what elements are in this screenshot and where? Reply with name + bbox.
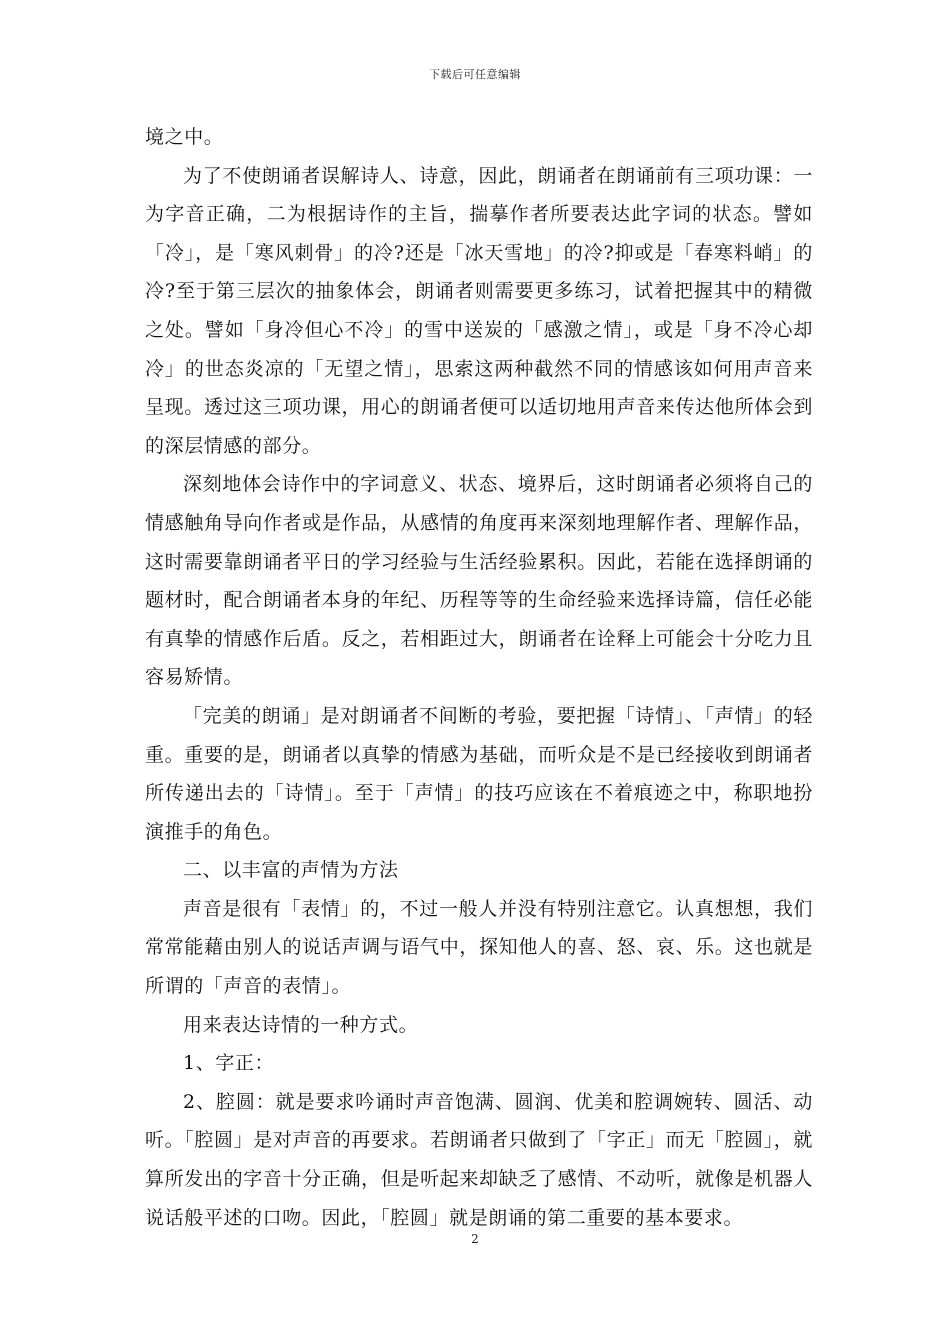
- paragraph-2: 为了不使朗诵者误解诗人、诗意，因此，朗诵者在朗诵前有三项功课：一为字音正确，二为根据诗作的主旨，揣摹作者所要表达此字词的状态。譬如「冷」，是「寒风刺骨」的冷?还是「冰天雪地」的冷?抑或是「春寒料峭」的冷?至于第三层次的抽象体会，朗诵者则需要更多练习，试着把握其中的精微之处。譬如「身冷但心不冷」的雪中送炭的「感激之情」，或是「身不冷心却冷」的世态炎凉的「无望之情」，思索这两种截然不同的情感该如何用声音来呈现。透过这三项功课，用心的朗诵者便可以适切地用声音来传达他所体会到的深层情感的部分。: [145, 164, 813, 457]
- paragraph-6: 用来表达诗情的一种方式。: [183, 1013, 419, 1036]
- paragraph-1: 境之中。: [145, 126, 224, 148]
- paragraph-5: 声音是很有「表情」的，不过一般人并没有特别注意它。认真想想，我们常常能藉由别人的说话声调与语气中，探知他人的喜、怒、哀、乐。这也就是所谓的「声音的表情」。: [145, 897, 813, 998]
- paragraph-3: 深刻地体会诗作中的字词意义、状态、境界后，这时朗诵者必须将自己的情感触角导向作者或是作品，从感情的角度再来深刻地理解作者、理解作品，这时需要靠朗诵者平日的学习经验与生活经验累积。因此，若能在选择朗诵的题材时，配合朗诵者本身的年纪、历程等等的生命经验来选择诗篇，信任必能有真挚的情感作后盾。反之，若相距过大，朗诵者在诠释上可能会十分吃力且容易矫情。: [145, 473, 813, 689]
- list-item-2: 2、腔圆：就是要求吟诵时声音饱满、圆润、优美和腔调婉转、圆活、动听。「腔圆」是对声音的再要求。若朗诵者只做到了「字正」而无「腔圆」，就算所发出的字音十分正确，但是听起来却缺乏了感情、不动听，就像是机器人说话般平述的口吻。因此，「腔圆」就是朗诵的第二重要的基本要求。: [145, 1090, 813, 1229]
- page-header: 下载后可任意编辑: [429, 68, 521, 81]
- document-body: [145, 118, 813, 1237]
- list-item-1: 1、字正：: [183, 1052, 275, 1075]
- paragraph-4: 「完美的朗诵」是对朗诵者不间断的考验，要把握「诗情」、「声情」的轻重。重要的是，朗诵者以真挚的情感为基础，而听众是不是已经接收到朗诵者所传递出去的「诗情」。至于「声情」的技巧应该在不着痕迹之中，称职地扮演推手的角色。: [145, 704, 813, 843]
- section-heading: 二、以丰富的声情为方法: [183, 859, 399, 882]
- page-number: 2: [471, 1232, 479, 1246]
